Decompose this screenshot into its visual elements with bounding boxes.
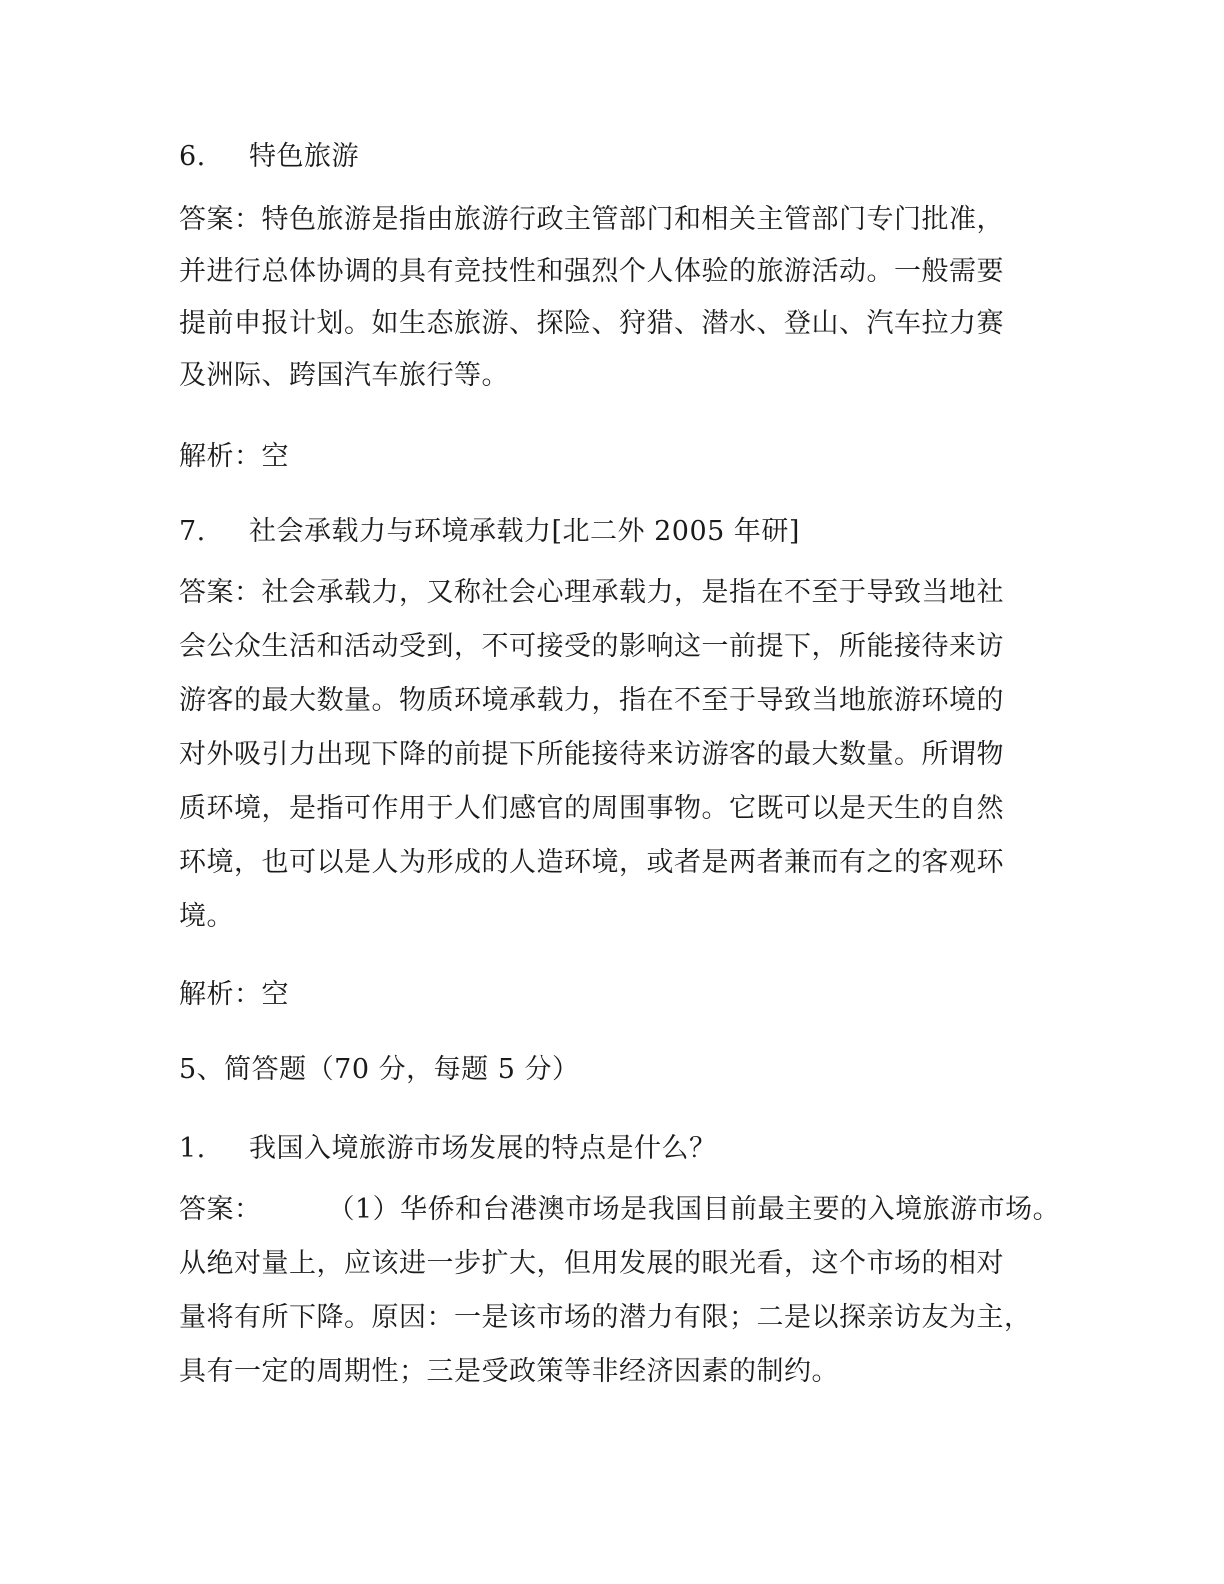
answer-line: 境。	[179, 901, 234, 932]
answer-line: 从绝对量上，应该进一步扩大，但用发展的眼光看，这个市场的相对	[179, 1248, 1004, 1279]
question-title: 特色旅游	[249, 141, 359, 172]
answer-line: 答案：社会承载力，又称社会心理承载力，是指在不至于导致当地社	[179, 577, 1004, 608]
answer-line: 提前申报计划。如生态旅游、探险、狩猎、潜水、登山、汽车拉力赛	[179, 308, 1004, 339]
answer-line: 会公众生活和活动受到，不可接受的影响这一前提下，所能接待来访	[179, 631, 1004, 662]
short-question-1-heading	[179, 1132, 717, 1166]
answer-line: 量将有所下降。原因：一是该市场的潜力有限；二是以探亲访友为主，	[179, 1302, 1032, 1333]
answer-line: 环境，也可以是人为形成的人造环境，或者是两者兼而有之的客观环	[179, 847, 1004, 878]
answer-prefix: 答案：	[179, 1194, 262, 1225]
question-7-heading	[179, 515, 800, 549]
answer-line: 对外吸引力出现下降的前提下所能接待来访游客的最大数量。所谓物	[179, 739, 1004, 770]
question-number: 7.	[179, 516, 206, 547]
question-number: 1.	[179, 1133, 206, 1164]
answer-line: 答案：特色旅游是指由旅游行政主管部门和相关主管部门专门批准，	[179, 204, 1004, 235]
question-number: 6.	[179, 141, 206, 172]
analysis-line: 解析：空	[179, 979, 289, 1010]
answer-line: 游客的最大数量。物质环境承载力，指在不至于导致当地旅游环境的	[179, 685, 1004, 716]
answer-line: 质环境，是指可作用于人们感官的周围事物。它既可以是天生的自然	[179, 793, 1004, 824]
answer-first-line	[179, 1193, 1060, 1227]
section-heading: 5、简答题（70 分，每题 5 分）	[179, 1054, 580, 1085]
question-title: 社会承载力与环境承载力[北二外 2005 年研]	[249, 516, 800, 547]
answer-line: 具有一定的周期性；三是受政策等非经济因素的制约。	[179, 1356, 839, 1387]
question-title: 我国入境旅游市场发展的特点是什么？	[249, 1133, 717, 1164]
answer-first-text: （1）华侨和台港澳市场是我国目前最主要的入境旅游市场。	[327, 1194, 1061, 1225]
answer-line: 及洲际、跨国汽车旅行等。	[179, 360, 509, 391]
question-6-heading	[179, 140, 359, 174]
analysis-line: 解析：空	[179, 441, 289, 472]
answer-line: 并进行总体协调的具有竞技性和强烈个人体验的旅游活动。一般需要	[179, 256, 1004, 287]
